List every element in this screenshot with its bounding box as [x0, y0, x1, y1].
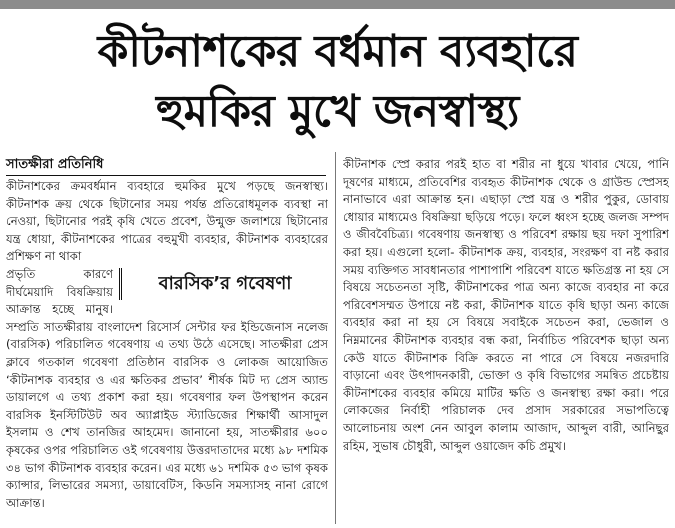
pull-quote-text: বারসিক’র গবেষণা	[158, 272, 292, 294]
left-column-paragraph-1: কীটনাশকের ক্রমবর্ধমান ব্যবহারে হুমকির মুখে পড়ছে জনস্বাস্থ্য। কীটনাশক ক্রয় থেকে ছিটানোর সময় পর্যন্ত প্রতিরোধমূলক ব্যবস্থা না নেওয়া, ছিটানোর পরই কৃষি খেতে প্রবেশ, উন্মুক্ত জলাশয়ে ছিটানোর যন্ত্র ধোয়া, কীটনাশকের পাত্রের বহুমুখী ব্যবহার, কীটনাশক ব্যবহারের প্রশিক্ষণ না থাকা	[6, 179, 328, 264]
pull-quote	[119, 268, 328, 300]
headline-line-1: কীটনাশকের বর্ধমান ব্যবহারে	[97, 26, 578, 77]
clipping-top-border	[0, 0, 675, 9]
right-column-paragraph-1: কীটনাশক স্প্রে করার পরই হাত বা শরীর না ধুয়ে খাবার খেয়ে, পানি দূষণের মাধ্যমে, প্রতিবেশির ব্যবহৃত কীটনাশক থেকে ও গ্রাউন্ড স্প্রেসহ নানাভাবে এরা আক্রান্ত হন। এছাড়া স্প্রে যন্ত্র ও শরীর পুকুর, ডোবায় ধোয়ার মাধ্যমেও বিষক্রিয়া ছড়িয়ে পড়ে। ফলে ধ্বংস হচ্ছে জলজ সম্পদ ও জীববৈচিত্র্য। গবেষণায় জনস্বাস্থ্য ও পরিবেশ রক্ষায় ছয় দফা সুপারিশ করা হয়। এগুলো হলো- কীটনাশক ক্রয়, ব্যবহার, সংরক্ষণ বা নষ্ট করার সময় ব্যক্তিগত সাবধানতার পাশাপাশি পরিবেশ যাতে ক্ষতিগ্রস্ত না হয় সে বিষয়ে সচেতনতা সৃষ্টি, কীটনাশকের পাত্র অন্য কাজে ব্যবহার না করে পরিবেশসম্মত উপায়ে নষ্ট করা, কীটনাশক যাতে কৃষি ছাড়া অন্য কাজে ব্যবহার করা না হয় সে বিষয়ে সবাইকে সচেতন করা, ভেজাল ও নিম্নমানের কীটনাশক ব্যবহার বন্ধ করা, নির্বাচিত পরিবেশক ছাড়া অন্য কেউ যাতে কীটনাশক বিক্রি করতে না পারে সে বিষয়ে নজরদারি বাড়ানো এবং উৎপাদনকারী, ভোক্তা ও কৃষি বিভাগের সমন্বিত প্রচেষ্টায় কীটনাশকের ব্যবহার কমিয়ে মাটির ক্ষতি ও জনস্বাস্থ্য রক্ষা করা। পরে লোকজের নির্বাহী পরিচালক দেব প্রসাদ সরকারের সভাপতিত্বে আলোচনায় অংশ নেন আবুল কালাম আজাদ, আব্দুল বারী, আনিছুর রহিম, সুভাষ চৌধুরী, আব্দুল ওয়াজেদ কচি প্রমুখ।	[343, 157, 669, 453]
headline-line-2: হুমকির মুখে জনস্বাস্থ্য	[156, 86, 519, 137]
left-column-paragraph-2: প্রভৃতি কারণে দীর্ঘমেয়াদি বিষক্রিয়ায় আক্রান্ত হচ্ছে মানুষ। সম্প্রতি সাতক্ষীরায় বাংলাদেশ রিসোর্স সেন্টার ফর ইন্ডিজেনাস নলেজ (বারসিক) পরিচালিত গবেষণায় এ তথ্য উঠে এসেছে। সাতক্ষীরা প্রেস ক্লাবে গতকাল গবেষণা প্রতিষ্ঠান বারসিক ও লোকজ আয়োজিত ‘কীটনাশক ব্যবহার ও এর ক্ষতিকর প্রভাব’ শীর্ষক মিট দ্য প্রেস অ্যান্ড ডায়ালগে এ তথ্য প্রকাশ করা হয়। গবেষণার ফল উপস্থাপন করেন বারসিক ইনস্টিটিউট অব অ্যাপ্লাইড স্ট্যাডিজের শিক্ষার্থী আসাদুল ইসলাম ও শেখ তানজির আহমেদ। জানানো হয়, সাতক্ষীরার ৬০০ কৃষকের ওপর পরিচালিত ওই গবেষণায় উত্তরদাতাদের মধ্যে ৯৮ দশমিক ৩৪ ভাগ কীটনাশক ব্যবহার করেন। এর মধ্যে ৬১ দশমিক ৫৩ ভাগ কৃষক ক্যান্সার, লিভারের সমস্যা, ডায়াবেটিস, কিডনি সমস্যাসহ নানা রোগে আক্রান্ত।	[6, 266, 328, 510]
byline-rule	[6, 175, 326, 176]
right-column	[343, 156, 669, 524]
article-headline	[0, 22, 675, 142]
column-divider	[335, 152, 336, 524]
byline: সাতক্ষীরা প্রতিনিধি	[6, 157, 104, 172]
left-column	[6, 178, 328, 523]
